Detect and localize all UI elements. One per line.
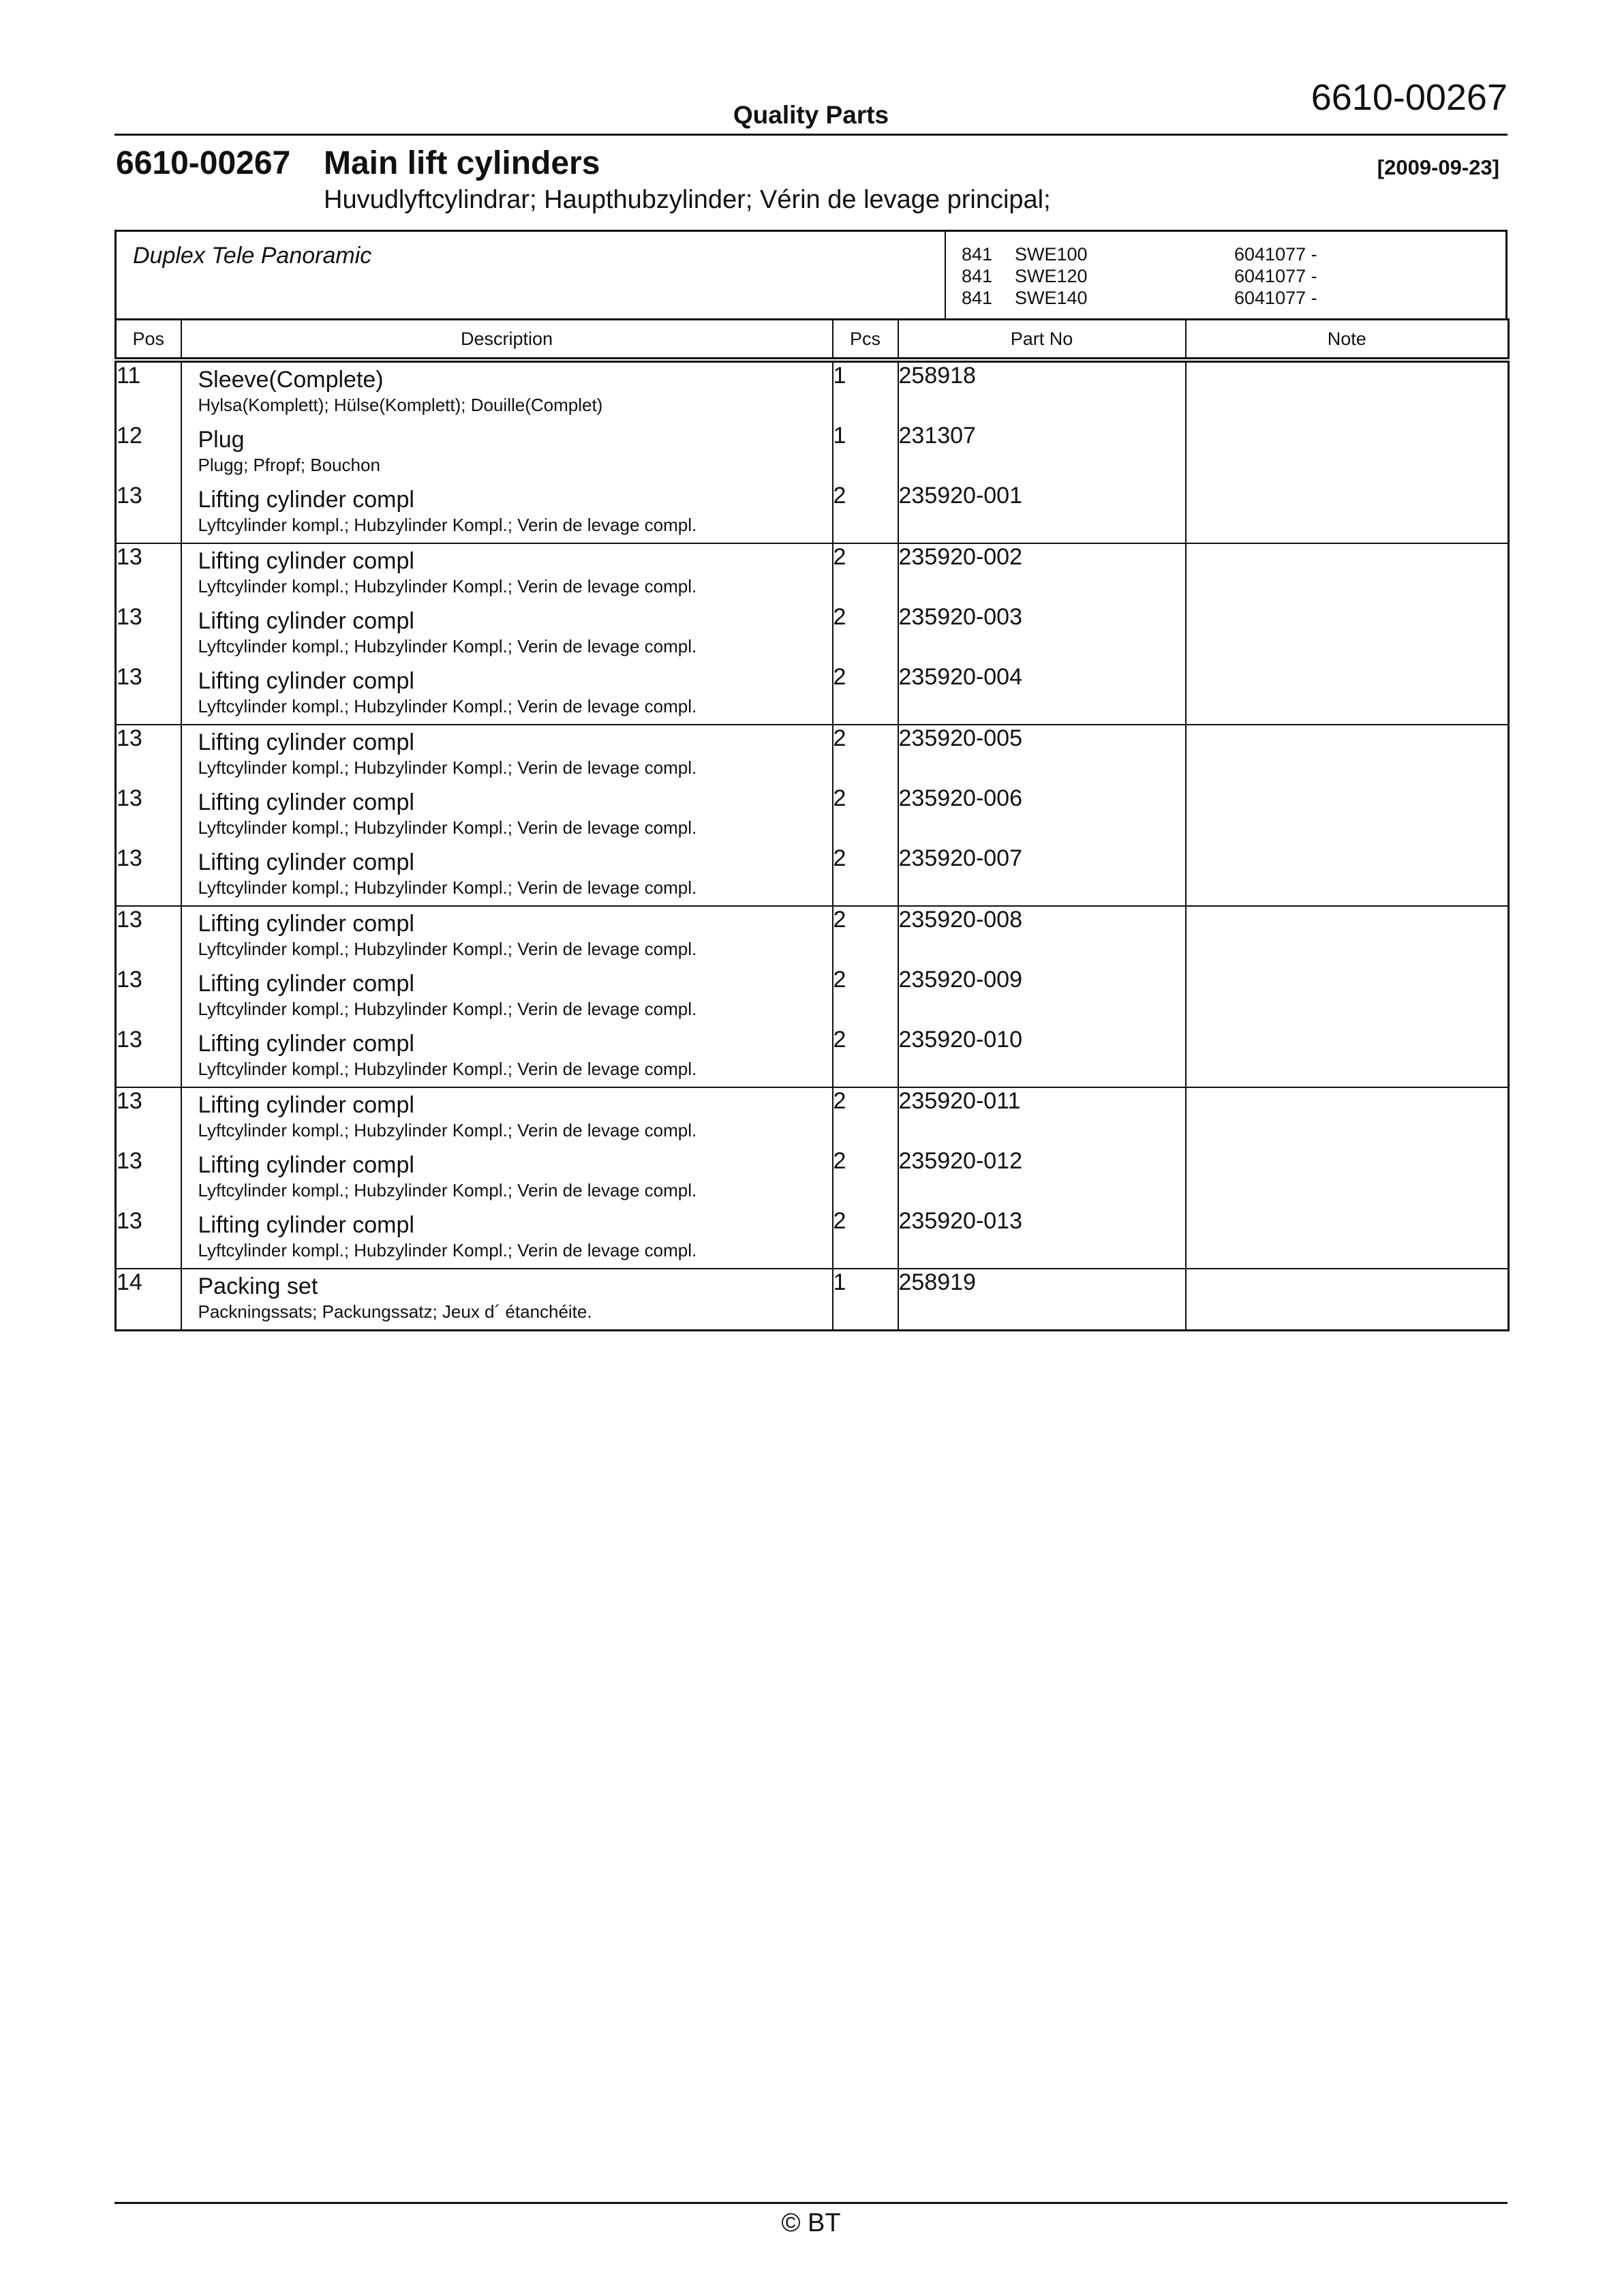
table-row — [116, 1269, 1509, 1331]
cell-note — [1186, 1027, 1509, 1087]
model-name: Duplex Tele Panoramic — [133, 243, 372, 269]
table-row — [116, 1087, 1509, 1148]
cell-description — [181, 967, 833, 1027]
cell-description — [181, 1148, 833, 1208]
cell-pcs: 2 — [833, 906, 898, 967]
part-translation: Lyftcylinder kompl.; Hubzylinder Kompl.; Verin de levage compl. — [198, 636, 697, 656]
cell-pcs: 2 — [833, 483, 898, 543]
cell-pos: 12 — [117, 423, 142, 449]
table-row — [116, 785, 1509, 845]
table-row — [116, 845, 1509, 906]
cell-pos: 13 — [117, 544, 142, 570]
cell-pcs: 2 — [833, 785, 898, 845]
table-header-row — [116, 320, 1509, 361]
cell-description — [181, 1027, 833, 1087]
cell-description — [181, 423, 833, 483]
cell-pos: 13 — [117, 785, 142, 811]
table-row — [116, 1148, 1509, 1208]
model-code: 841 — [962, 244, 993, 265]
model-serial: 6041077 - — [1234, 244, 1317, 265]
cell-pos: 13 — [117, 1148, 142, 1174]
table-row — [116, 360, 1509, 423]
document-number: 6610-00267 — [116, 145, 291, 181]
cell-note — [1186, 967, 1509, 1027]
cell-note — [1186, 360, 1509, 423]
cell-pcs: 2 — [833, 543, 898, 604]
part-name: Lifting cylinder compl — [198, 849, 414, 875]
cell-description — [181, 1269, 833, 1331]
table-row — [116, 423, 1509, 483]
part-translation: Lyftcylinder kompl.; Hubzylinder Kompl.; Verin de levage compl. — [198, 576, 697, 596]
cell-pos: 13 — [116, 1027, 181, 1087]
part-name: Lifting cylinder compl — [198, 1092, 414, 1118]
cell-description — [181, 785, 833, 845]
table-row — [116, 906, 1509, 967]
part-translation: Lyftcylinder kompl.; Hubzylinder Kompl.; Verin de levage compl. — [198, 515, 697, 535]
cell-part-no: 235920-010 — [898, 1027, 1186, 1087]
cell-pcs: 2 — [833, 1148, 898, 1208]
document-title: Main lift cylinders — [324, 145, 600, 181]
cell-pcs: 1 — [833, 360, 898, 423]
part-translation: Lyftcylinder kompl.; Hubzylinder Kompl.; Verin de levage compl. — [198, 817, 697, 838]
cell-note — [1186, 1148, 1509, 1208]
header-title: Quality Parts — [733, 101, 889, 129]
model-type: SWE120 — [1015, 266, 1088, 286]
model-box — [114, 230, 1508, 320]
column-header-part-no: Part No — [898, 320, 1186, 361]
part-name: Lifting cylinder compl — [198, 1031, 414, 1057]
part-name: Sleeve(Complete) — [198, 367, 384, 393]
part-name: Lifting cylinder compl — [198, 971, 414, 997]
cell-note — [1186, 845, 1509, 906]
cell-pcs: 2 — [833, 845, 898, 906]
cell-description — [181, 604, 833, 664]
cell-part-no: 235920-004 — [898, 664, 1186, 725]
cell-part-no: 235920-006 — [898, 785, 1186, 845]
cell-note — [1186, 725, 1509, 785]
cell-part-no: 231307 — [898, 423, 1186, 483]
part-translation: Lyftcylinder kompl.; Hubzylinder Kompl.; Verin de levage compl. — [198, 696, 697, 716]
cell-pos: 13 — [117, 1088, 142, 1114]
cell-pos: 13 — [117, 604, 142, 630]
part-translation: Lyftcylinder kompl.; Hubzylinder Kompl.; Verin de levage compl. — [198, 1240, 697, 1260]
part-name: Lifting cylinder compl — [198, 487, 414, 513]
cell-description — [181, 845, 833, 906]
model-serial: 6041077 - — [1234, 266, 1317, 286]
cell-pcs: 1 — [833, 423, 898, 483]
cell-part-no: 258918 — [898, 360, 1186, 423]
model-code: 841 — [962, 266, 993, 286]
cell-description — [181, 906, 833, 967]
cell-pos: 13 — [116, 1208, 181, 1269]
cell-description — [181, 483, 833, 543]
model-type: SWE100 — [1015, 244, 1088, 265]
cell-pcs: 2 — [833, 664, 898, 725]
part-name: Packing set — [198, 1273, 318, 1299]
part-name: Lifting cylinder compl — [198, 789, 414, 815]
cell-note — [1186, 1269, 1509, 1331]
part-name: Lifting cylinder compl — [198, 548, 414, 574]
cell-description — [181, 1087, 833, 1148]
cell-note — [1186, 785, 1509, 845]
cell-part-no: 235920-013 — [898, 1208, 1186, 1269]
model-divider — [945, 232, 946, 318]
cell-part-no: 235920-001 — [898, 483, 1186, 543]
cell-description — [181, 543, 833, 604]
cell-pcs: 2 — [833, 967, 898, 1027]
page-number: 6610-00267 — [1311, 77, 1508, 118]
part-translation: Lyftcylinder kompl.; Hubzylinder Kompl.; Verin de levage compl. — [198, 877, 697, 898]
cell-pos: 13 — [117, 907, 142, 933]
table-row — [116, 725, 1509, 785]
table-row — [116, 967, 1509, 1027]
part-name: Lifting cylinder compl — [198, 608, 414, 634]
part-translation: Packningssats; Packungssatz; Jeux d´ étanchéite. — [198, 1301, 592, 1322]
part-translation: Lyftcylinder kompl.; Hubzylinder Kompl.; Verin de levage compl. — [198, 1059, 697, 1079]
cell-note — [1186, 906, 1509, 967]
cell-pos: 13 — [117, 967, 142, 993]
cell-note — [1186, 1087, 1509, 1148]
cell-note — [1186, 423, 1509, 483]
cell-part-no: 235920-002 — [898, 543, 1186, 604]
cell-part-no: 235920-012 — [898, 1148, 1186, 1208]
cell-part-no: 235920-009 — [898, 967, 1186, 1027]
cell-part-no: 235920-011 — [898, 1087, 1186, 1148]
cell-part-no: 258919 — [898, 1269, 1186, 1331]
column-header-pos: Pos — [116, 320, 181, 361]
cell-pos: 11 — [117, 363, 141, 389]
model-serial: 6041077 - — [1234, 288, 1317, 308]
table-row — [116, 664, 1509, 725]
cell-pos: 13 — [116, 483, 181, 543]
cell-pcs: 2 — [833, 725, 898, 785]
cell-description — [181, 360, 833, 423]
cell-note — [1186, 543, 1509, 604]
cell-part-no: 235920-005 — [898, 725, 1186, 785]
footer-divider — [114, 2202, 1508, 2204]
cell-part-no: 235920-003 — [898, 604, 1186, 664]
cell-pos: 14 — [117, 1269, 142, 1295]
cell-note — [1186, 664, 1509, 725]
cell-pcs: 2 — [833, 1027, 898, 1087]
document-subtitle: Huvudlyftcylindrar; Haupthubzylinder; Vérin de levage principal; — [324, 185, 1051, 214]
cell-note — [1186, 483, 1509, 543]
model-code: 841 — [962, 288, 993, 308]
part-translation: Hylsa(Komplett); Hülse(Komplett); Douille(Complet) — [198, 395, 603, 415]
cell-pcs: 2 — [833, 1087, 898, 1148]
document-date: [2009-09-23] — [1377, 155, 1499, 179]
cell-note — [1186, 604, 1509, 664]
cell-description — [181, 725, 833, 785]
cell-pos: 13 — [117, 725, 142, 751]
footer-copyright: © BT — [781, 2209, 841, 2237]
part-translation: Lyftcylinder kompl.; Hubzylinder Kompl.; Verin de levage compl. — [198, 757, 697, 778]
column-header-note: Note — [1186, 320, 1509, 361]
table-row — [116, 604, 1509, 664]
part-translation: Lyftcylinder kompl.; Hubzylinder Kompl.; Verin de levage compl. — [198, 1120, 697, 1141]
table-row — [116, 1027, 1509, 1087]
cell-part-no: 235920-008 — [898, 906, 1186, 967]
part-translation: Lyftcylinder kompl.; Hubzylinder Kompl.; Verin de levage compl. — [198, 1180, 697, 1200]
cell-part-no: 235920-007 — [898, 845, 1186, 906]
table-row — [116, 543, 1509, 604]
column-header-description: Description — [181, 320, 833, 361]
part-name: Lifting cylinder compl — [198, 1212, 414, 1238]
parts-table — [114, 318, 1510, 1331]
cell-description — [181, 1208, 833, 1269]
part-name: Lifting cylinder compl — [198, 668, 414, 694]
model-type: SWE140 — [1015, 288, 1088, 308]
part-name: Lifting cylinder compl — [198, 729, 414, 755]
table-row — [116, 1208, 1509, 1269]
part-translation: Plugg; Pfropf; Bouchon — [198, 455, 380, 475]
cell-pcs: 1 — [833, 1269, 898, 1331]
cell-pcs: 2 — [833, 1208, 898, 1269]
column-header-pcs: Pcs — [833, 320, 898, 361]
cell-pos: 13 — [116, 845, 181, 906]
part-name: Lifting cylinder compl — [198, 911, 414, 937]
table-row — [116, 483, 1509, 543]
cell-description — [181, 664, 833, 725]
cell-pcs: 2 — [833, 604, 898, 664]
part-translation: Lyftcylinder kompl.; Hubzylinder Kompl.; Verin de levage compl. — [198, 939, 697, 959]
cell-note — [1186, 1208, 1509, 1269]
header-divider — [114, 134, 1508, 136]
part-name: Plug — [198, 427, 245, 453]
part-name: Lifting cylinder compl — [198, 1152, 414, 1178]
part-translation: Lyftcylinder kompl.; Hubzylinder Kompl.; Verin de levage compl. — [198, 999, 697, 1019]
cell-pos: 13 — [116, 664, 181, 725]
